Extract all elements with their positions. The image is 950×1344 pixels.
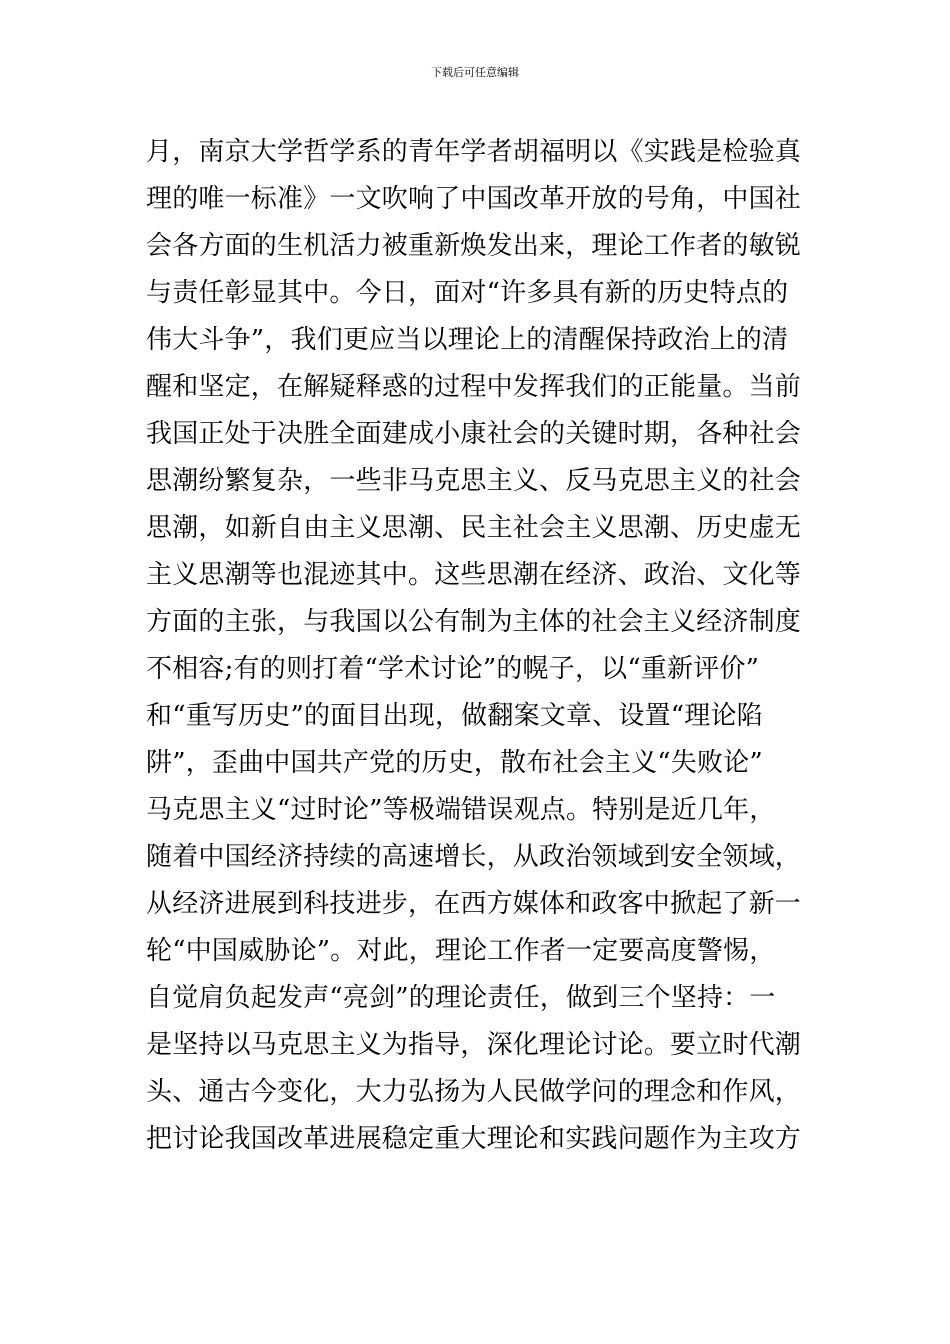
text-line: 马克思主义“过时论”等极端错误观点。特别是近几年，	[146, 795, 776, 825]
body-text	[146, 129, 816, 1163]
text-line: 主义思潮等也混迹其中。这些思潮在经济、政治、文化等	[146, 560, 802, 590]
text-line: 从经济进展到科技进步，在西方媒体和政客中掀起了新一	[146, 889, 802, 919]
text-line: 思潮纷繁复杂，一些非马克思主义、反马克思主义的社会	[146, 466, 802, 496]
text-line: 不相容;有的则打着“学术讨论”的幌子，以“重新评价”	[146, 654, 760, 684]
text-line: 自觉肩负起发声“亮剑”的理论责任，做到三个坚持：一	[146, 983, 776, 1013]
page-header: 下载后可任意编辑	[431, 66, 519, 79]
text-line: 会各方面的生机活力被重新焕发出来，理论工作者的敏锐	[146, 231, 802, 261]
text-line: 醒和坚定，在解疑释惑的过程中发挥我们的正能量。当前	[146, 372, 802, 402]
text-line: 随着中国经济持续的高速增长，从政治领域到安全领域，	[146, 842, 802, 872]
text-line: 阱”，歪曲中国共产党的历史，散布社会主义“失败论”	[146, 748, 763, 778]
text-line: 月，南京大学哲学系的青年学者胡福明以《实践是检验真	[146, 137, 802, 167]
text-line: 轮“中国威胁论”。对此，理论工作者一定要高度警惕，	[146, 936, 776, 966]
text-line: 是坚持以马克思主义为指导，深化理论讨论。要立时代潮	[146, 1030, 802, 1060]
text-line: 我国正处于决胜全面建成小康社会的关键时期，各种社会	[146, 419, 802, 449]
text-line: 与责任彰显其中。今日，面对“许多具有新的历史特点的	[146, 278, 789, 308]
text-line: 把讨论我国改革进展稳定重大理论和实践问题作为主攻方	[146, 1124, 802, 1154]
text-line: 伟大斗争”，我们更应当以理论上的清醒保持政治上的清	[146, 325, 789, 355]
text-line: 头、通古今变化，大力弘扬为人民做学问的理念和作风，	[146, 1077, 802, 1107]
text-line: 方面的主张，与我国以公有制为主体的社会主义经济制度	[146, 607, 802, 637]
text-line: 和“重写历史”的面目出现，做翻案文章、设置“理论陷	[146, 701, 763, 731]
text-line: 理的唯一标准》一文吹响了中国改革开放的号角，中国社	[146, 184, 802, 214]
text-line: 思潮，如新自由主义思潮、民主社会主义思潮、历史虚无	[146, 513, 802, 543]
